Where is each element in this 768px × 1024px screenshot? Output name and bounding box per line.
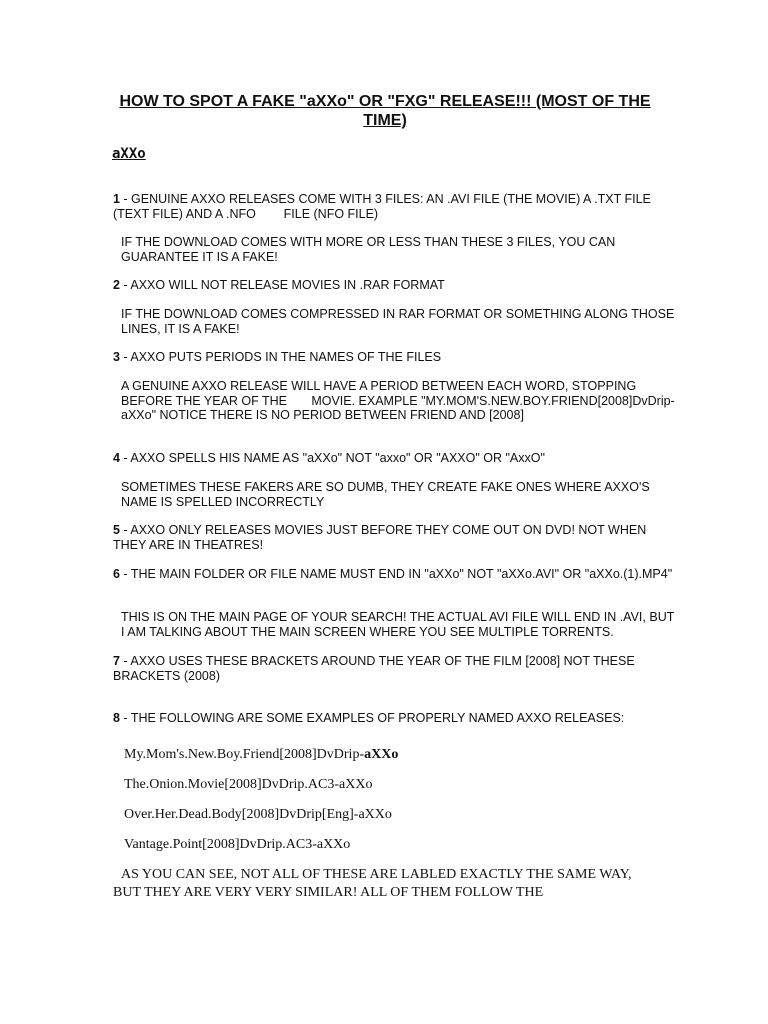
example-name: Vantage.Point[2008]DvDrip.AC3-aXXo <box>124 837 351 852</box>
rule-number: 4 <box>113 451 120 465</box>
rule-text: - AXXO SPELLS HIS NAME AS "aXXo" NOT "axxo" OR "AXXO" OR "AxxO" <box>119 451 545 465</box>
rule-text: - THE FOLLOWING ARE SOME EXAMPLES OF PROPERLY NAMED AXXO RELEASES: <box>119 711 625 725</box>
example-name: The.Onion.Movie[2008]DvDrip.AC3-aXXo <box>124 777 373 792</box>
rule-4-note: SOMETIMES THESE FAKERS ARE SO DUMB, THEY CREATE FAKE ONES WHERE AXXO'S NAME IS SPELLED INCORRECTLY <box>121 480 650 509</box>
example-name: My.Mom's.New.Boy.Friend[2008]DvDrip- <box>124 747 365 762</box>
rule-1-note: IF THE DOWNLOAD COMES WITH MORE OR LESS THAN THESE 3 FILES, YOU CAN GUARANTEE IT IS A FAKE! <box>121 235 616 264</box>
rule-8 <box>113 711 673 726</box>
rule-text: - AXXO ONLY RELEASES MOVIES JUST BEFORE THEY COME OUT ON DVD! NOT WHEN THEY ARE IN THEATRES! <box>113 523 647 552</box>
rule-text: - AXXO WILL NOT RELEASE MOVIES IN .RAR FORMAT <box>119 278 445 292</box>
rule-3-note: A GENUINE AXXO RELEASE WILL HAVE A PERIOD BETWEEN EACH WORD, STOPPING BEFORE THE YEAR OF THE MOVIE. EXAMPLE "MY.MOM'S.NEW.BOY.FRIEND[2008]DvDrip-aXXo" NOTICE THERE IS NO PERIOD BETWEEN FRIEND AND [2008] <box>121 379 675 422</box>
example-release-2 <box>124 777 372 793</box>
rule-number: 8 <box>113 711 120 725</box>
rule-text: - AXXO PUTS PERIODS IN THE NAMES OF THE FILES <box>119 350 442 364</box>
closing-paragraph: AS YOU CAN SEE, NOT ALL OF THESE ARE LABLED EXACTLY THE SAME WAY, BUT THEY ARE VERY VERY SIMILAR! ALL OF THEM FOLLOW THE <box>113 867 632 900</box>
rule-number: 5 <box>113 523 120 537</box>
rule-text: - GENUINE AXXO RELEASES COME WITH 3 FILES: AN .AVI FILE (THE MOVIE) A .TXT FILE (TEXT FILE) AND A .NFO FILE (NFO FILE) <box>113 192 651 221</box>
rule-5 <box>113 523 673 552</box>
example-release-3 <box>124 807 392 823</box>
rule-1 <box>113 192 673 221</box>
document-title: HOW TO SPOT A FAKE "aXXo" OR "FXG" RELEASE!!! (MOST OF THE TIME) <box>119 93 651 129</box>
example-release-1 <box>124 747 398 763</box>
rule-text: - THE MAIN FOLDER OR FILE NAME MUST END IN "aXXo" NOT "aXXo.AVI" OR "aXXo.(1).MP4" <box>119 567 673 581</box>
rule-3 <box>113 350 673 365</box>
rule-number: 2 <box>113 278 120 292</box>
rule-text: - AXXO USES THESE BRACKETS AROUND THE YEAR OF THE FILM [2008] NOT THESE BRACKETS (2008) <box>113 654 635 683</box>
example-name: Over.Her.Dead.Body[2008]DvDrip[Eng]-aXXo <box>124 807 392 822</box>
example-release-4 <box>124 837 350 853</box>
rule-7 <box>113 654 673 683</box>
example-suffix-bold: aXXo <box>364 747 399 762</box>
rule-number: 3 <box>113 350 120 364</box>
rule-number: 6 <box>113 567 120 581</box>
rule-2 <box>113 278 673 293</box>
rule-4 <box>113 451 673 466</box>
rule-6 <box>113 567 673 582</box>
section-heading: aXXo <box>112 146 146 162</box>
rule-6-note: THIS IS ON THE MAIN PAGE OF YOUR SEARCH! THE ACTUAL AVI FILE WILL END IN .AVI, BUT I AM TALKING ABOUT THE MAIN SCREEN WHERE YOU SEE MULTIPLE TORRENTS. <box>121 610 675 639</box>
rule-number: 1 <box>113 192 120 206</box>
rule-number: 7 <box>113 654 120 668</box>
rule-2-note: IF THE DOWNLOAD COMES COMPRESSED IN RAR FORMAT OR SOMETHING ALONG THOSE LINES, IT IS A FAKE! <box>121 307 675 336</box>
